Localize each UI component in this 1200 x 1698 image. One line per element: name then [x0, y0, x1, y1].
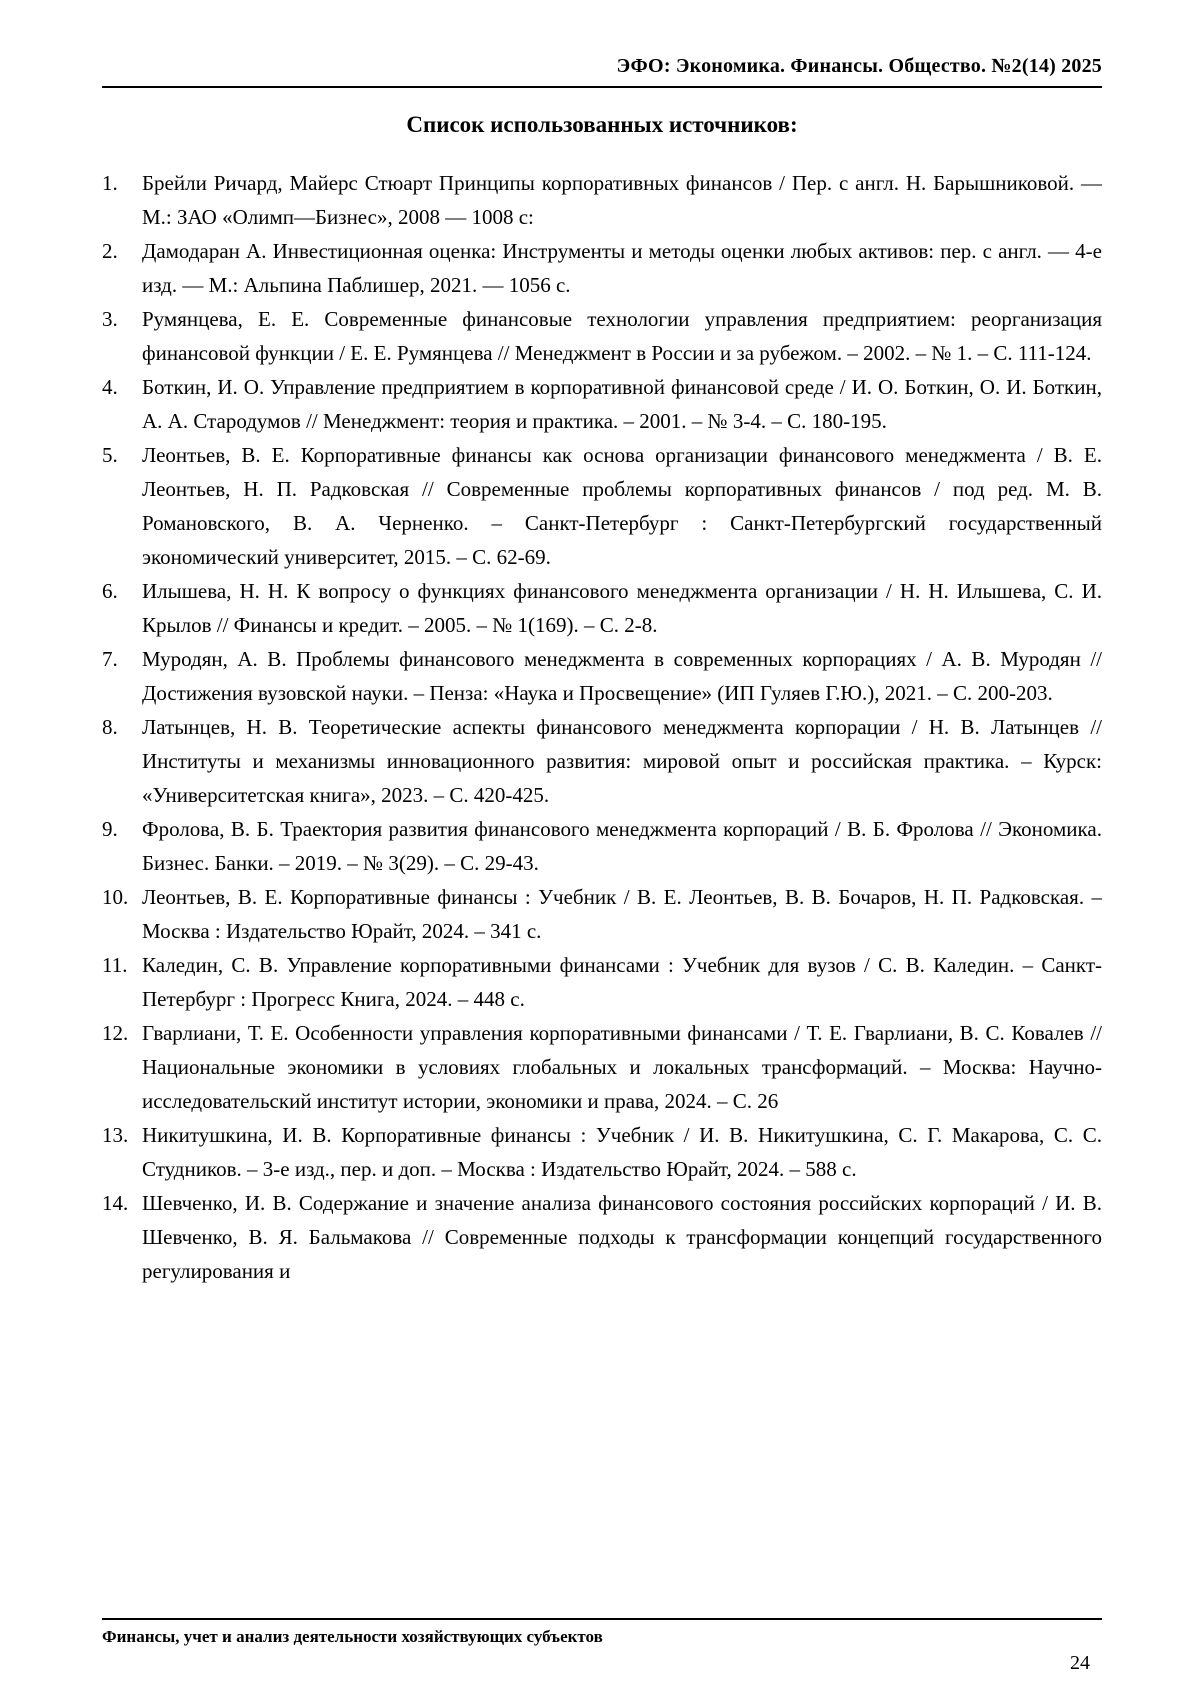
reference-item	[102, 1186, 1102, 1288]
reference-text: Каледин, С. В. Управление корпоративными финансами : Учебник для вузов / С. В. Каледин. – Санкт-Петербург : Прогресс Книга, 2024. – 448 с.	[142, 953, 1102, 1011]
page-number: 24	[1070, 1652, 1090, 1674]
reference-item	[102, 302, 1102, 370]
reference-number: 8.	[102, 715, 118, 739]
references-list	[102, 166, 1102, 1288]
reference-number: 6.	[102, 579, 118, 603]
reference-number: 9.	[102, 817, 118, 841]
reference-number: 2.	[102, 239, 118, 263]
reference-text: Брейли Ричард, Майерс Стюарт Принципы корпоративных финансов / Пер. с англ. Н. Барышниковой. — М.: ЗАО «Олимп—Бизнес», 2008 — 1008 с:	[142, 171, 1102, 229]
reference-text: Шевченко, И. В. Содержание и значение анализа финансового состояния российских корпораций / И. В. Шевченко, В. Я. Бальмакова // Современные подходы к трансформации концепций государственного регулирования и	[142, 1191, 1102, 1283]
reference-item	[102, 710, 1102, 812]
journal-header-title: ЭФО: Экономика. Финансы. Общество. №2(14) 2025	[616, 55, 1102, 77]
reference-number: 14.	[102, 1191, 129, 1215]
reference-number: 12.	[102, 1021, 129, 1045]
reference-text: Румянцева, Е. Е. Современные финансовые технологии управления предприятием: реорганизация финансовой функции / Е. Е. Румянцева // Менеджмент в России и за рубежом. – 2002. – № 1. – С. 111-124.	[142, 307, 1102, 365]
reference-item	[102, 234, 1102, 302]
reference-item	[102, 812, 1102, 880]
reference-item	[102, 880, 1102, 948]
reference-item	[102, 574, 1102, 642]
reference-number: 3.	[102, 307, 118, 331]
reference-text: Фролова, В. Б. Траектория развития финансового менеджмента корпораций / В. Б. Фролова // Экономика. Бизнес. Банки. – 2019. – № 3(29). – С. 29-43.	[142, 817, 1102, 875]
reference-text: Гварлиани, Т. Е. Особенности управления корпоративными финансами / Т. Е. Гварлиани, В. С. Ковалев // Национальные экономики в условиях глобальных и локальных трансформаций. – Москва: Научно-исследовательский институт истории, экономики и права, 2024. – С. 26	[142, 1021, 1102, 1113]
reference-item	[102, 166, 1102, 234]
footer-divider	[102, 1618, 1102, 1620]
reference-item	[102, 948, 1102, 1016]
header-divider	[102, 86, 1102, 88]
section-title: Список использованных источников:	[406, 112, 798, 137]
reference-item	[102, 642, 1102, 710]
reference-text: Илышева, Н. Н. К вопросу о функциях финансового менеджмента организации / Н. Н. Илышева, С. И. Крылов // Финансы и кредит. – 2005. – № 1(169). – С. 2-8.	[142, 579, 1102, 637]
reference-number: 10.	[102, 885, 129, 909]
reference-text: Латынцев, Н. В. Теоретические аспекты финансового менеджмента корпорации / Н. В. Латынцев // Институты и механизмы инновационного развития: мировой опыт и российская практика. – Курск: «Университетская книга», 2023. – С. 420-425.	[142, 715, 1102, 807]
reference-item	[102, 370, 1102, 438]
page-footer	[102, 1618, 1102, 1676]
footer-section-title: Финансы, учет и анализ деятельности хозяйствующих субъектов	[102, 1627, 603, 1646]
reference-item	[102, 1016, 1102, 1118]
reference-number: 11.	[102, 953, 128, 977]
reference-number: 4.	[102, 375, 118, 399]
reference-number: 13.	[102, 1123, 129, 1147]
reference-text: Леонтьев, В. Е. Корпоративные финансы : Учебник / В. Е. Леонтьев, В. В. Бочаров, Н. П. Радковская. – Москва : Издательство Юрайт, 2024. – 341 с.	[142, 885, 1102, 943]
reference-item	[102, 438, 1102, 574]
reference-text: Никитушкина, И. В. Корпоративные финансы : Учебник / И. В. Никитушкина, С. Г. Макарова, С. С. Студников. – 3-е изд., пер. и доп. – Москва : Издательство Юрайт, 2024. – 588 с.	[142, 1123, 1102, 1181]
reference-item	[102, 1118, 1102, 1186]
reference-text: Леонтьев, В. Е. Корпоративные финансы как основа организации финансового менеджмента / В. Е. Леонтьев, Н. П. Радковская // Современные проблемы корпоративных финансов / под ред. М. В. Романовского, В. А. Черненко. – Санкт-Петербург : Санкт-Петербургский государственный экономический университет, 2015. – С. 62-69.	[142, 443, 1102, 569]
reference-number: 1.	[102, 171, 118, 195]
reference-text: Муродян, А. В. Проблемы финансового менеджмента в современных корпорациях / А. В. Муродян // Достижения вузовской науки. – Пенза: «Наука и Просвещение» (ИП Гуляев Г.Ю.), 2021. – С. 200-203.	[142, 647, 1102, 705]
reference-number: 5.	[102, 443, 118, 467]
reference-text: Дамодаран А. Инвестиционная оценка: Инструменты и методы оценки любых активов: пер. с англ. — 4-е изд. — М.: Альпина Паблишер, 2021. — 1056 с.	[142, 239, 1102, 297]
reference-number: 7.	[102, 647, 118, 671]
reference-text: Боткин, И. О. Управление предприятием в корпоративной финансовой среде / И. О. Боткин, О. И. Боткин, А. А. Стародумов // Менеджмент: теория и практика. – 2001. – № 3-4. – С. 180-195.	[142, 375, 1102, 433]
